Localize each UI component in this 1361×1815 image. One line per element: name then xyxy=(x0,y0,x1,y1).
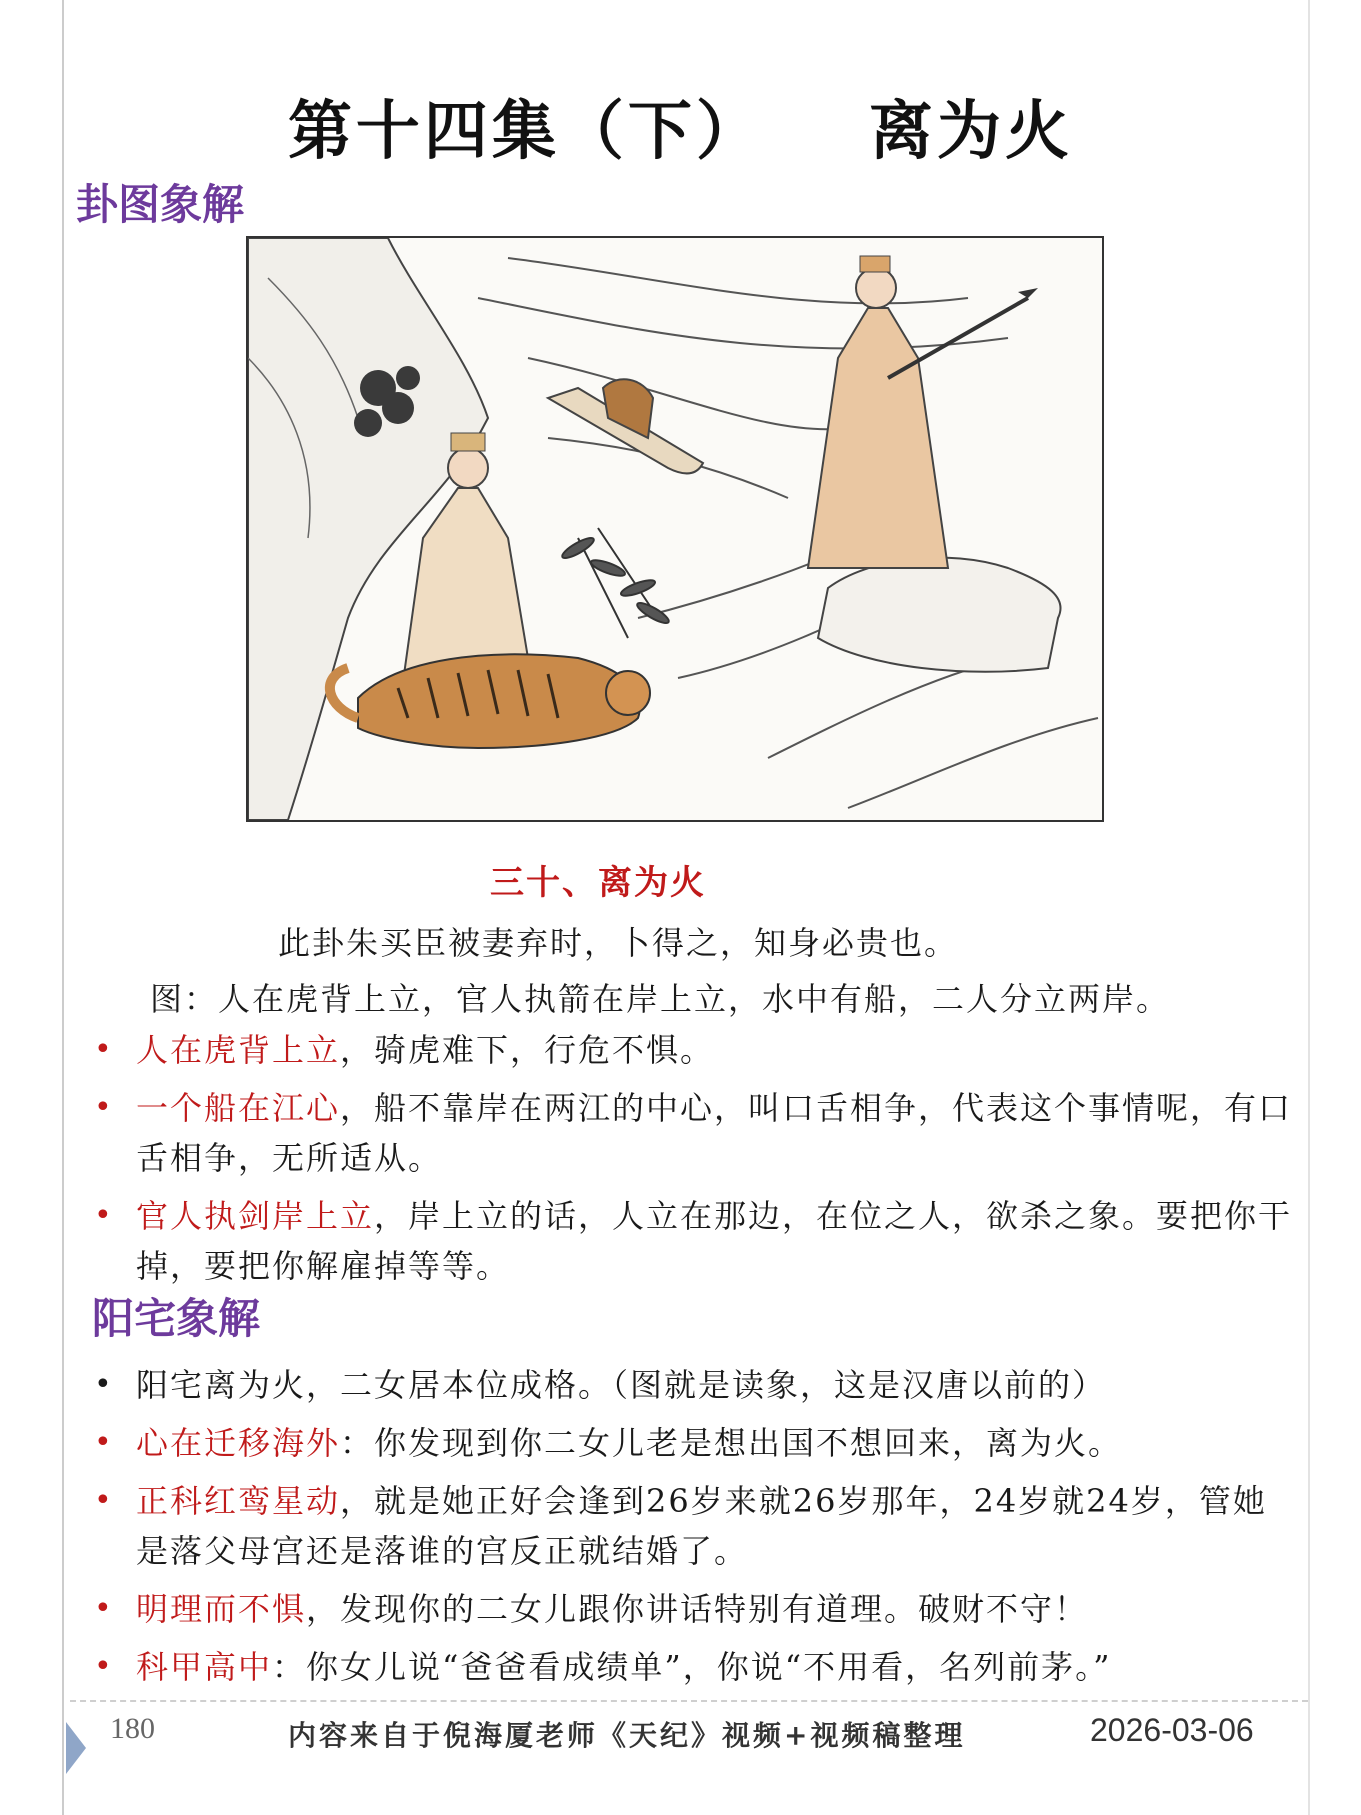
page-number: 180 xyxy=(110,1712,155,1745)
bullet-highlight: 人在虎背上立 xyxy=(136,1031,341,1069)
bullet-highlight: 官人执剑岸上立 xyxy=(136,1197,375,1235)
scroll-illustration-icon xyxy=(248,238,1102,820)
footer-credit: 内容来自于倪海厦老师《天纪》视频+视频稿整理 xyxy=(288,1719,966,1752)
bullet-text: 阳宅离为火，二女居本位成格。（图就是读象，这是汉唐以前的） xyxy=(136,1366,1107,1404)
bullet-icon: • xyxy=(94,1367,114,1402)
bullet-highlight: 明理而不惧 xyxy=(136,1590,307,1628)
bullet-text: ，就是她正好会逢到26岁来就26岁那年，24岁就24岁，管她是落父母宫还是落谁的宫反正就结婚了。 xyxy=(136,1482,1267,1570)
bullet-icon: • xyxy=(94,1032,114,1067)
bullet-icon: • xyxy=(94,1198,114,1233)
page-title: 第十四集（下） 离为火 xyxy=(287,94,1074,169)
bullet-text: ，岸上立的话，人立在那边，在位之人，欲杀之象。要把你干掉，要把你解雇掉等等。 xyxy=(136,1197,1293,1285)
hexagram-image-description: 图：人在虎背上立，官人执箭在岸上立，水中有船，二人分立两岸。 xyxy=(150,980,1171,1018)
bullet-icon: • xyxy=(94,1591,114,1626)
list-item xyxy=(90,1642,1300,1692)
page-border-right xyxy=(1308,0,1310,1815)
bullet-text: ，发现你的二女儿跟你讲话特别有道理。破财不守！ xyxy=(306,1590,1089,1628)
hexagram-subtitle: 三十、离为火 xyxy=(490,863,706,903)
bullet-icon: • xyxy=(94,1425,114,1460)
bullet-icon: • xyxy=(94,1649,114,1684)
bullet-highlight: 科甲高中 xyxy=(136,1648,273,1686)
bullet-highlight: 正科红鸾星动 xyxy=(136,1482,341,1520)
bullet-highlight: 一个船在江心 xyxy=(136,1089,341,1127)
page-border-left xyxy=(62,0,64,1815)
section-heading-house-image: 阳宅象解 xyxy=(92,1294,261,1343)
bullet-text: ，船不靠岸在两江的中心，叫口舌相争，代表这个事情呢，有口舌相争，无所适从。 xyxy=(136,1089,1293,1177)
list-item xyxy=(90,1418,1300,1468)
house-bullet-list xyxy=(90,1360,1300,1700)
hexagram-intro: 此卦朱买臣被妻弃时，卜得之，知身必贵也。 xyxy=(278,924,959,962)
footer-divider xyxy=(70,1700,1308,1702)
bullet-text: ：你发现到你二女儿老是想出国不想回来，离为火。 xyxy=(340,1424,1123,1462)
bullet-icon: • xyxy=(94,1090,114,1125)
footer-date: 2026-03-06 xyxy=(1090,1712,1254,1748)
list-item xyxy=(90,1083,1300,1183)
list-item xyxy=(90,1476,1300,1576)
bullet-icon: • xyxy=(94,1483,114,1518)
hexagram-illustration xyxy=(246,236,1104,822)
list-item xyxy=(90,1191,1300,1291)
list-item xyxy=(90,1360,1300,1410)
bullet-highlight: 心在迁移海外 xyxy=(136,1424,341,1462)
bullet-text: ，骑虎难下，行危不惧。 xyxy=(340,1031,715,1069)
list-item xyxy=(90,1025,1300,1075)
section-heading-hexagram-image: 卦图象解 xyxy=(76,180,245,229)
hexagram-bullet-list xyxy=(90,1025,1300,1299)
triangle-arrow-icon xyxy=(66,1722,86,1774)
bullet-text: ：你女儿说“爸爸看成绩单”，你说“不用看，名列前茅。” xyxy=(272,1648,1112,1686)
list-item xyxy=(90,1584,1300,1634)
